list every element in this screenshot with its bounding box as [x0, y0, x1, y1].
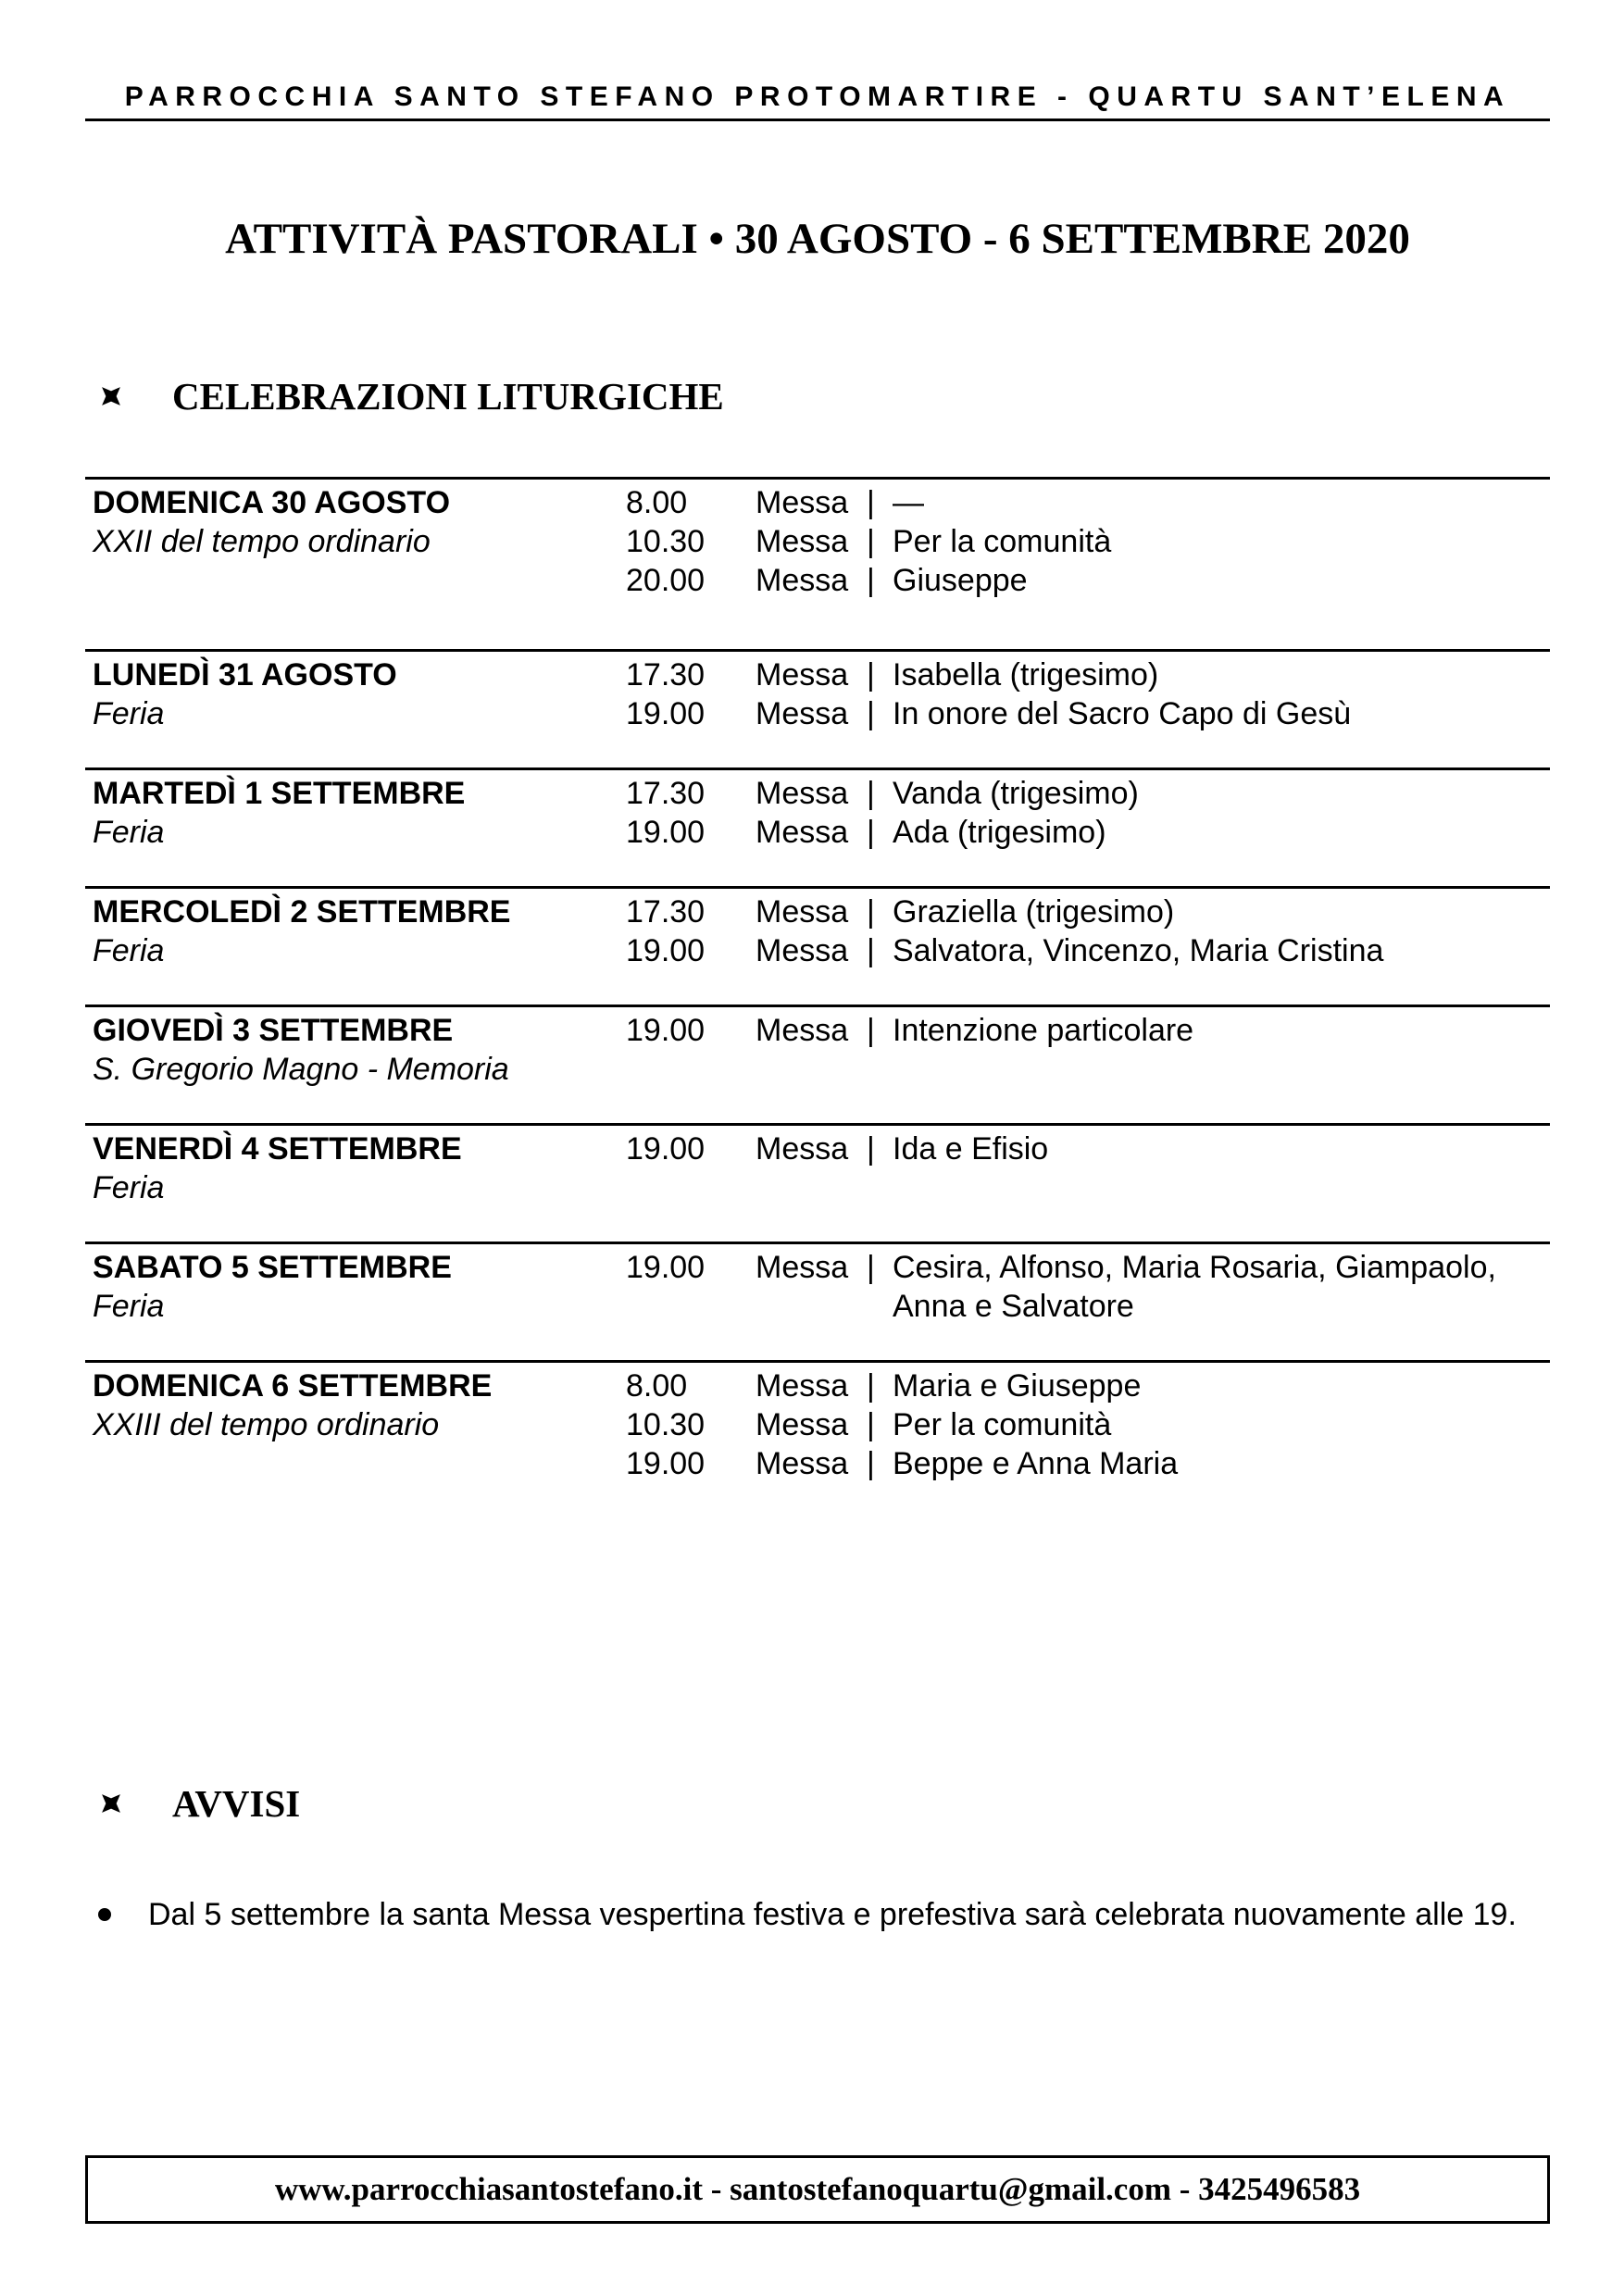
notice-text: Dal 5 settembre la santa Messa vespertina festiva e prefestiva sarà celebrata nuovamente alle 19. — [148, 1897, 1517, 1932]
mass-entry — [626, 1129, 1550, 1168]
mass-time: 19.00 — [626, 696, 706, 731]
mass-time: 19.00 — [626, 933, 706, 968]
day-date: LUNEDÌ 31 AGOSTO — [93, 657, 397, 693]
section-title: AVVISI — [172, 1782, 301, 1825]
day-entries — [626, 1248, 1550, 1360]
mass-entry — [626, 813, 1550, 852]
mass-type: Messa — [756, 1131, 849, 1167]
day-liturgy: XXII del tempo ordinario — [93, 524, 431, 559]
day-entries — [626, 655, 1550, 767]
separator: | — [867, 1250, 875, 1285]
mass-intention: Giuseppe — [893, 563, 1028, 598]
separator: | — [867, 776, 875, 811]
day-date: SABATO 5 SETTEMBRE — [93, 1250, 452, 1285]
mass-time: 17.30 — [626, 657, 706, 693]
mass-type: Messa — [756, 1250, 849, 1285]
contact-info: www.parrocchiasantostefano.it - santostefanoquartu@gmail.com - 3425496583 — [274, 2171, 1361, 2207]
mass-type: Messa — [756, 524, 849, 559]
day-info — [85, 1366, 626, 1499]
mass-time: 20.00 — [626, 563, 706, 598]
schedule-day — [85, 886, 1550, 1004]
schedule-day — [85, 1123, 1550, 1242]
mass-entry — [626, 483, 1550, 522]
day-info — [85, 774, 626, 886]
mass-type: Messa — [756, 1446, 849, 1481]
four-point-star-icon — [96, 381, 126, 411]
schedule-day — [85, 1360, 1550, 1499]
mass-time: 19.00 — [626, 815, 706, 850]
mass-intention: Salvatora, Vincenzo, Maria Cristina — [893, 933, 1384, 968]
mass-type: Messa — [756, 696, 849, 731]
parish-name: PARROCCHIA SANTO STEFANO PROTOMARTIRE - QUARTU SANT’ELENA — [124, 81, 1511, 112]
mass-intention: Isabella (trigesimo) — [893, 657, 1159, 693]
separator: | — [867, 1446, 875, 1481]
mass-intention: Ada (trigesimo) — [893, 815, 1106, 850]
separator: | — [867, 1368, 875, 1404]
schedule-day — [85, 1004, 1550, 1123]
separator: | — [867, 696, 875, 731]
separator: | — [867, 524, 875, 559]
mass-entry — [626, 1248, 1550, 1326]
mass-time: 19.00 — [626, 1250, 706, 1285]
day-date: VENERDÌ 4 SETTEMBRE — [93, 1131, 462, 1167]
parish-header — [85, 76, 1550, 121]
mass-entry — [626, 931, 1550, 970]
day-liturgy: S. Gregorio Magno - Memoria — [93, 1052, 509, 1087]
mass-intention: Intenzione particolare — [893, 1013, 1194, 1048]
mass-time: 19.00 — [626, 1013, 706, 1048]
mass-time: 19.00 — [626, 1131, 706, 1167]
day-entries — [626, 774, 1550, 886]
contact-footer — [85, 2155, 1550, 2224]
day-entries — [626, 1366, 1550, 1499]
mass-type: Messa — [756, 894, 849, 930]
day-liturgy: Feria — [93, 933, 165, 968]
separator: | — [867, 933, 875, 968]
page-title: ATTIVITÀ PASTORALI • 30 AGOSTO - 6 SETTEMBRE 2020 — [225, 215, 1410, 263]
separator: | — [867, 1407, 875, 1442]
schedule-day — [85, 477, 1550, 649]
mass-entry — [626, 1366, 1550, 1405]
day-liturgy: Feria — [93, 1170, 165, 1205]
mass-intention: In onore del Sacro Capo di Gesù — [893, 696, 1352, 731]
mass-intention: Graziella (trigesimo) — [893, 894, 1175, 930]
four-point-star-icon — [96, 1789, 126, 1818]
day-liturgy: Feria — [93, 815, 165, 850]
separator: | — [867, 485, 875, 520]
separator: | — [867, 815, 875, 850]
mass-type: Messa — [756, 485, 849, 520]
day-entries — [626, 1011, 1550, 1123]
mass-entry — [626, 655, 1550, 694]
section-title: CELEBRAZIONI LITURGICHE — [172, 375, 724, 418]
mass-intention: Ida e Efisio — [893, 1131, 1049, 1167]
day-date: GIOVEDÌ 3 SETTEMBRE — [93, 1013, 454, 1048]
day-entries — [626, 1129, 1550, 1242]
mass-type: Messa — [756, 1407, 849, 1442]
mass-entry — [626, 694, 1550, 733]
day-date: MERCOLEDÌ 2 SETTEMBRE — [93, 894, 511, 930]
mass-entry — [626, 892, 1550, 931]
notice-item — [96, 1895, 1541, 1934]
day-info — [85, 892, 626, 1004]
day-date: MARTEDÌ 1 SETTEMBRE — [93, 776, 466, 811]
mass-type: Messa — [756, 1368, 849, 1404]
day-liturgy: XXIII del tempo ordinario — [93, 1407, 440, 1442]
day-info — [85, 1129, 626, 1242]
section-heading-avvisi — [96, 1778, 300, 1829]
mass-time: 19.00 — [626, 1446, 706, 1481]
day-info — [85, 1011, 626, 1123]
mass-entry — [626, 1011, 1550, 1050]
separator: | — [867, 563, 875, 598]
day-entries — [626, 483, 1550, 649]
mass-type: Messa — [756, 563, 849, 598]
mass-intention: — — [893, 485, 924, 520]
separator: | — [867, 657, 875, 693]
schedule-day — [85, 767, 1550, 886]
mass-time: 10.30 — [626, 524, 706, 559]
mass-intention: Per la comunità — [893, 524, 1112, 559]
bullet-icon — [96, 1895, 148, 1934]
mass-type: Messa — [756, 1013, 849, 1048]
day-info — [85, 655, 626, 767]
mass-entry — [626, 1444, 1550, 1483]
day-date: DOMENICA 6 SETTEMBRE — [93, 1368, 493, 1404]
mass-time: 17.30 — [626, 776, 706, 811]
separator: | — [867, 1131, 875, 1167]
mass-type: Messa — [756, 776, 849, 811]
mass-intention: Maria e Giuseppe — [893, 1368, 1142, 1404]
mass-entry — [626, 522, 1550, 561]
mass-intention: Beppe e Anna Maria — [893, 1446, 1179, 1481]
mass-time: 10.30 — [626, 1407, 706, 1442]
mass-type: Messa — [756, 815, 849, 850]
schedule-day — [85, 649, 1550, 767]
separator: | — [867, 894, 875, 930]
mass-type: Messa — [756, 657, 849, 693]
mass-entry — [626, 774, 1550, 813]
liturgical-schedule — [85, 477, 1550, 1499]
mass-time: 17.30 — [626, 894, 706, 930]
separator: | — [867, 1013, 875, 1048]
day-entries — [626, 892, 1550, 1004]
day-liturgy: Feria — [93, 1289, 165, 1324]
mass-type: Messa — [756, 933, 849, 968]
section-heading-celebrazioni — [96, 370, 724, 422]
day-info — [85, 483, 626, 649]
mass-time: 8.00 — [626, 485, 688, 520]
mass-intention: Cesira, Alfonso, Maria Rosaria, Giampaolo, Anna e Salvatore — [893, 1250, 1496, 1324]
day-info — [85, 1248, 626, 1360]
day-date: DOMENICA 30 AGOSTO — [93, 485, 451, 520]
mass-entry — [626, 1405, 1550, 1444]
schedule-day — [85, 1242, 1550, 1360]
mass-intention: Vanda (trigesimo) — [893, 776, 1139, 811]
day-liturgy: Feria — [93, 696, 165, 731]
mass-intention: Per la comunità — [893, 1407, 1112, 1442]
mass-time: 8.00 — [626, 1368, 688, 1404]
mass-entry — [626, 561, 1550, 600]
